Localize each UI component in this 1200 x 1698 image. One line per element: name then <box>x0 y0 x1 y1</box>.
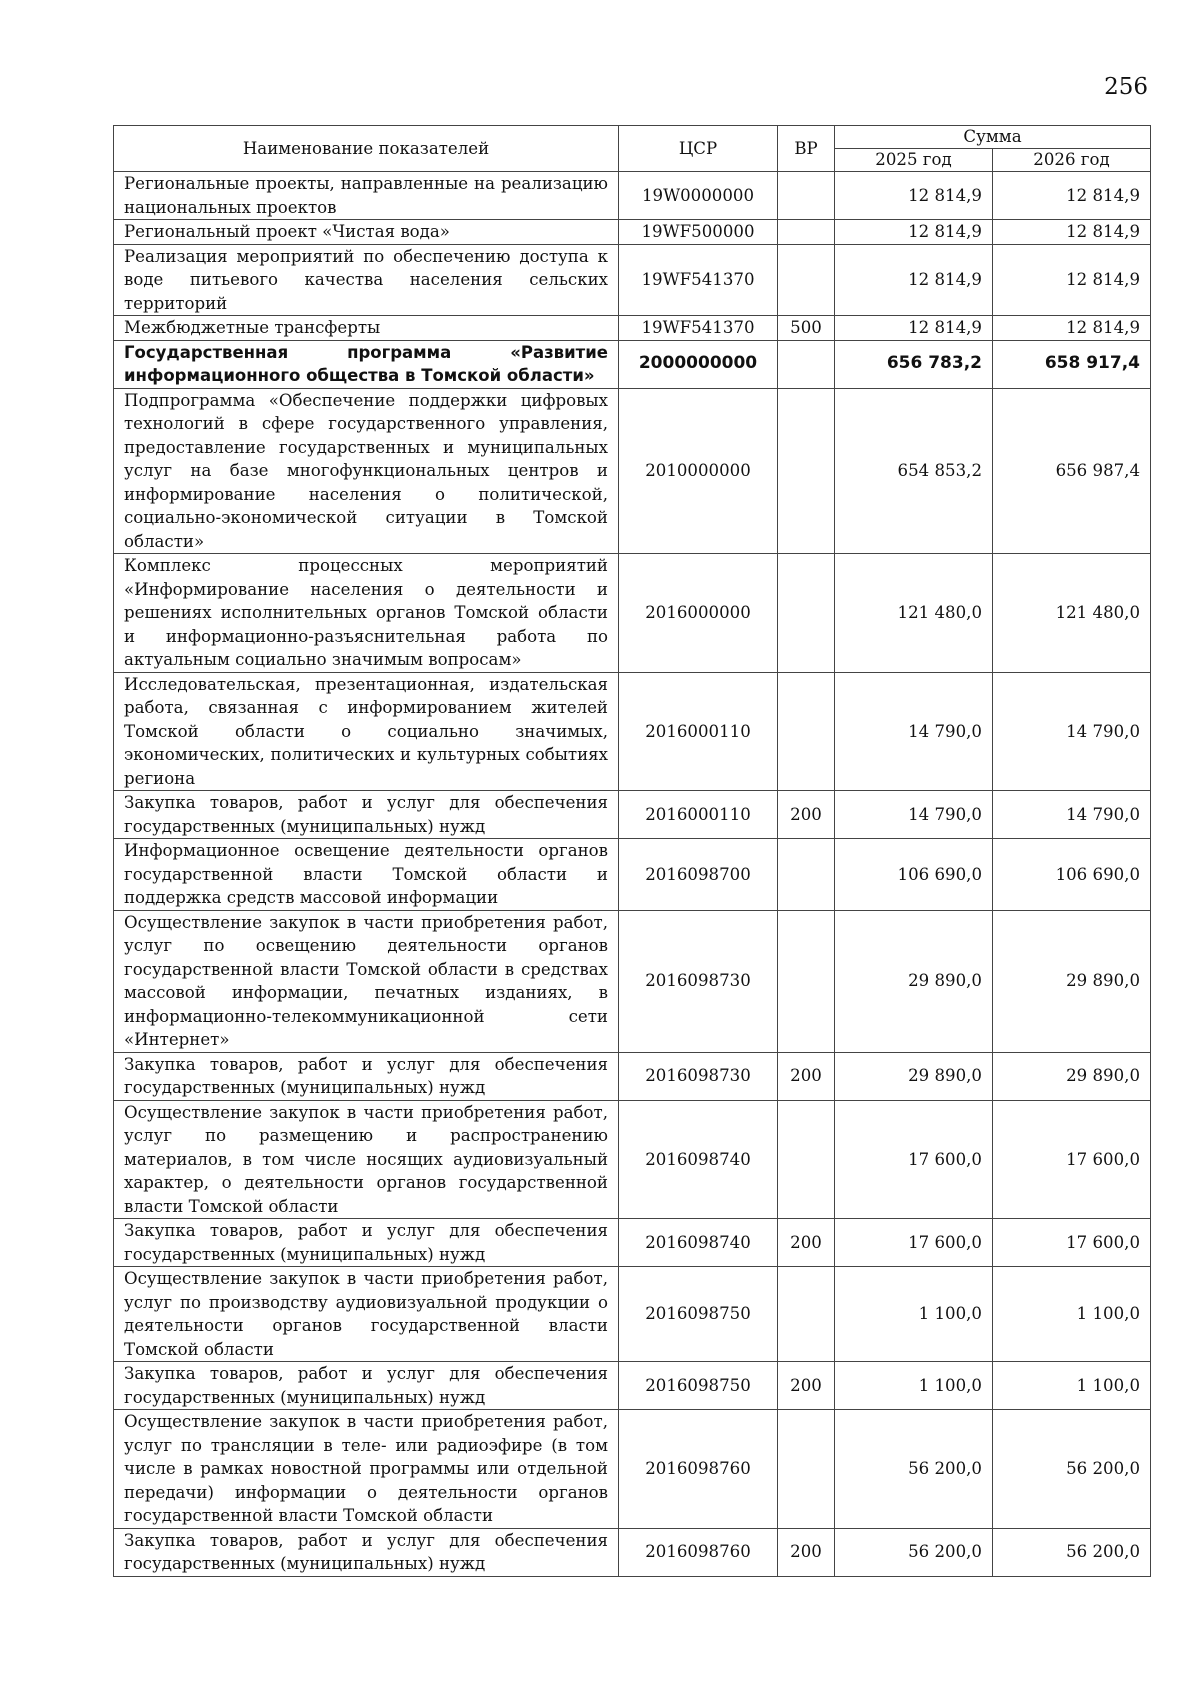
row-value-2025: 656 783,2 <box>835 340 993 388</box>
row-value-2026: 17 600,0 <box>993 1219 1151 1267</box>
row-value-2025: 17 600,0 <box>835 1219 993 1267</box>
header-year-2026: 2026 год <box>993 149 1151 172</box>
row-name: Осуществление закупок в части приобретения работ, услуг по освещению деятельности органов государственной власти Томской области в средствах массовой информации, печатных изданиях, в информационно-телекоммуникационной сети «Интернет» <box>114 910 619 1052</box>
row-value-2026: 1 100,0 <box>993 1362 1151 1410</box>
table-row <box>114 791 1151 839</box>
header-year-2025: 2025 год <box>835 149 993 172</box>
row-value-2025: 56 200,0 <box>835 1410 993 1529</box>
budget-table <box>113 125 1151 1577</box>
row-csr: 2016098740 <box>619 1100 778 1219</box>
table-row <box>114 244 1151 316</box>
row-value-2026: 56 200,0 <box>993 1410 1151 1529</box>
row-value-2025: 14 790,0 <box>835 791 993 839</box>
row-value-2025: 17 600,0 <box>835 1100 993 1219</box>
row-vr <box>778 1267 835 1362</box>
row-csr: 2010000000 <box>619 388 778 554</box>
row-name: Межбюджетные трансферты <box>114 316 619 341</box>
table-row <box>114 388 1151 554</box>
row-value-2026: 656 987,4 <box>993 388 1151 554</box>
row-value-2026: 121 480,0 <box>993 554 1151 673</box>
table-row <box>114 554 1151 673</box>
table-row <box>114 1410 1151 1529</box>
row-value-2026: 14 790,0 <box>993 672 1151 791</box>
row-name: Региональные проекты, направленные на реализацию национальных проектов <box>114 172 619 220</box>
row-name: Закупка товаров, работ и услуг для обеспечения государственных (муниципальных) нужд <box>114 791 619 839</box>
row-value-2026: 12 814,9 <box>993 244 1151 316</box>
row-value-2026: 29 890,0 <box>993 910 1151 1052</box>
header-name: Наименование показателей <box>114 126 619 172</box>
row-vr <box>778 672 835 791</box>
row-csr: 2016000110 <box>619 672 778 791</box>
row-vr <box>778 220 835 245</box>
row-csr: 2016098740 <box>619 1219 778 1267</box>
table-row <box>114 220 1151 245</box>
row-name: Осуществление закупок в части приобретения работ, услуг по размещению и распространению материалов, в том числе носящих аудиовизуальный характер, о деятельности органов государственной власти Томской области <box>114 1100 619 1219</box>
table-row <box>114 1528 1151 1576</box>
row-name: Осуществление закупок в части приобретения работ, услуг по производству аудиовизуальной продукции о деятельности органов государственной власти Томской области <box>114 1267 619 1362</box>
row-name: Закупка товаров, работ и услуг для обеспечения государственных (муниципальных) нужд <box>114 1362 619 1410</box>
row-csr: 2016000000 <box>619 554 778 673</box>
row-name: Подпрограмма «Обеспечение поддержки цифровых технологий в сфере государственного управления, предоставление государственных и муниципальных услуг на базе многофункциональных центров и информирование населения о политической, социально-экономической ситуации в Томской области» <box>114 388 619 554</box>
row-value-2025: 56 200,0 <box>835 1528 993 1576</box>
row-vr <box>778 1410 835 1529</box>
row-name: Закупка товаров, работ и услуг для обеспечения государственных (муниципальных) нужд <box>114 1528 619 1576</box>
table-row <box>114 172 1151 220</box>
row-value-2025: 654 853,2 <box>835 388 993 554</box>
row-csr: 2016098730 <box>619 1052 778 1100</box>
row-csr: 19WF541370 <box>619 316 778 341</box>
row-name: Реализация мероприятий по обеспечению доступа к воде питьевого качества населения сельских территорий <box>114 244 619 316</box>
row-vr <box>778 172 835 220</box>
table-row <box>114 910 1151 1052</box>
row-value-2026: 12 814,9 <box>993 220 1151 245</box>
row-vr <box>778 910 835 1052</box>
row-csr: 2016098750 <box>619 1267 778 1362</box>
header-csr: ЦСР <box>619 126 778 172</box>
row-vr: 200 <box>778 1219 835 1267</box>
row-value-2025: 29 890,0 <box>835 1052 993 1100</box>
row-csr: 2016000110 <box>619 791 778 839</box>
header-vr: ВР <box>778 126 835 172</box>
row-vr: 500 <box>778 316 835 341</box>
row-value-2026: 12 814,9 <box>993 172 1151 220</box>
row-value-2025: 12 814,9 <box>835 316 993 341</box>
row-name: Информационное освещение деятельности органов государственной власти Томской области и поддержка средств массовой информации <box>114 839 619 911</box>
row-csr: 2016098750 <box>619 1362 778 1410</box>
table-row <box>114 1267 1151 1362</box>
row-value-2025: 106 690,0 <box>835 839 993 911</box>
row-name: Региональный проект «Чистая вода» <box>114 220 619 245</box>
row-csr: 2016098760 <box>619 1410 778 1529</box>
table-body <box>114 172 1151 1577</box>
table-row <box>114 340 1151 388</box>
row-csr: 2016098730 <box>619 910 778 1052</box>
row-name: Государственная программа «Развитие информационного общества в Томской области» <box>114 340 619 388</box>
table-row <box>114 1100 1151 1219</box>
row-vr <box>778 244 835 316</box>
row-value-2025: 29 890,0 <box>835 910 993 1052</box>
row-value-2025: 12 814,9 <box>835 172 993 220</box>
row-csr: 19WF541370 <box>619 244 778 316</box>
row-vr <box>778 839 835 911</box>
row-vr <box>778 340 835 388</box>
row-value-2025: 14 790,0 <box>835 672 993 791</box>
table-row <box>114 672 1151 791</box>
row-vr <box>778 388 835 554</box>
row-value-2026: 12 814,9 <box>993 316 1151 341</box>
row-value-2026: 29 890,0 <box>993 1052 1151 1100</box>
row-vr: 200 <box>778 791 835 839</box>
row-value-2026: 56 200,0 <box>993 1528 1151 1576</box>
row-csr: 19W0000000 <box>619 172 778 220</box>
table-row <box>114 316 1151 341</box>
row-vr: 200 <box>778 1052 835 1100</box>
page-number: 256 <box>1104 74 1148 100</box>
row-vr <box>778 554 835 673</box>
row-name: Комплекс процессных мероприятий «Информирование населения о деятельности и решениях исполнительных органов Томской области и информационно-разъяснительная работа по актуальным социально значимым вопросам» <box>114 554 619 673</box>
row-csr: 2016098760 <box>619 1528 778 1576</box>
row-value-2026: 14 790,0 <box>993 791 1151 839</box>
row-value-2026: 17 600,0 <box>993 1100 1151 1219</box>
table-row <box>114 1052 1151 1100</box>
table-row <box>114 839 1151 911</box>
row-name: Исследовательская, презентационная, издательская работа, связанная с информированием жителей Томской области о социально значимых, экономических, политических и культурных событиях региона <box>114 672 619 791</box>
header-sum: Сумма <box>835 126 1151 149</box>
row-vr: 200 <box>778 1362 835 1410</box>
row-value-2025: 1 100,0 <box>835 1362 993 1410</box>
row-value-2025: 1 100,0 <box>835 1267 993 1362</box>
table-row <box>114 1219 1151 1267</box>
row-value-2026: 106 690,0 <box>993 839 1151 911</box>
table-row <box>114 1362 1151 1410</box>
row-csr: 2016098700 <box>619 839 778 911</box>
row-value-2026: 1 100,0 <box>993 1267 1151 1362</box>
row-vr <box>778 1100 835 1219</box>
row-csr: 2000000000 <box>619 340 778 388</box>
row-value-2025: 121 480,0 <box>835 554 993 673</box>
row-value-2025: 12 814,9 <box>835 244 993 316</box>
row-name: Закупка товаров, работ и услуг для обеспечения государственных (муниципальных) нужд <box>114 1219 619 1267</box>
table-header <box>114 126 1151 172</box>
row-csr: 19WF500000 <box>619 220 778 245</box>
row-name: Закупка товаров, работ и услуг для обеспечения государственных (муниципальных) нужд <box>114 1052 619 1100</box>
row-vr: 200 <box>778 1528 835 1576</box>
row-value-2025: 12 814,9 <box>835 220 993 245</box>
row-name: Осуществление закупок в части приобретения работ, услуг по трансляции в теле- или радиоэфире (в том числе в рамках новостной программы или отдельной передачи) информации о деятельности органов государственной власти Томской области <box>114 1410 619 1529</box>
row-value-2026: 658 917,4 <box>993 340 1151 388</box>
